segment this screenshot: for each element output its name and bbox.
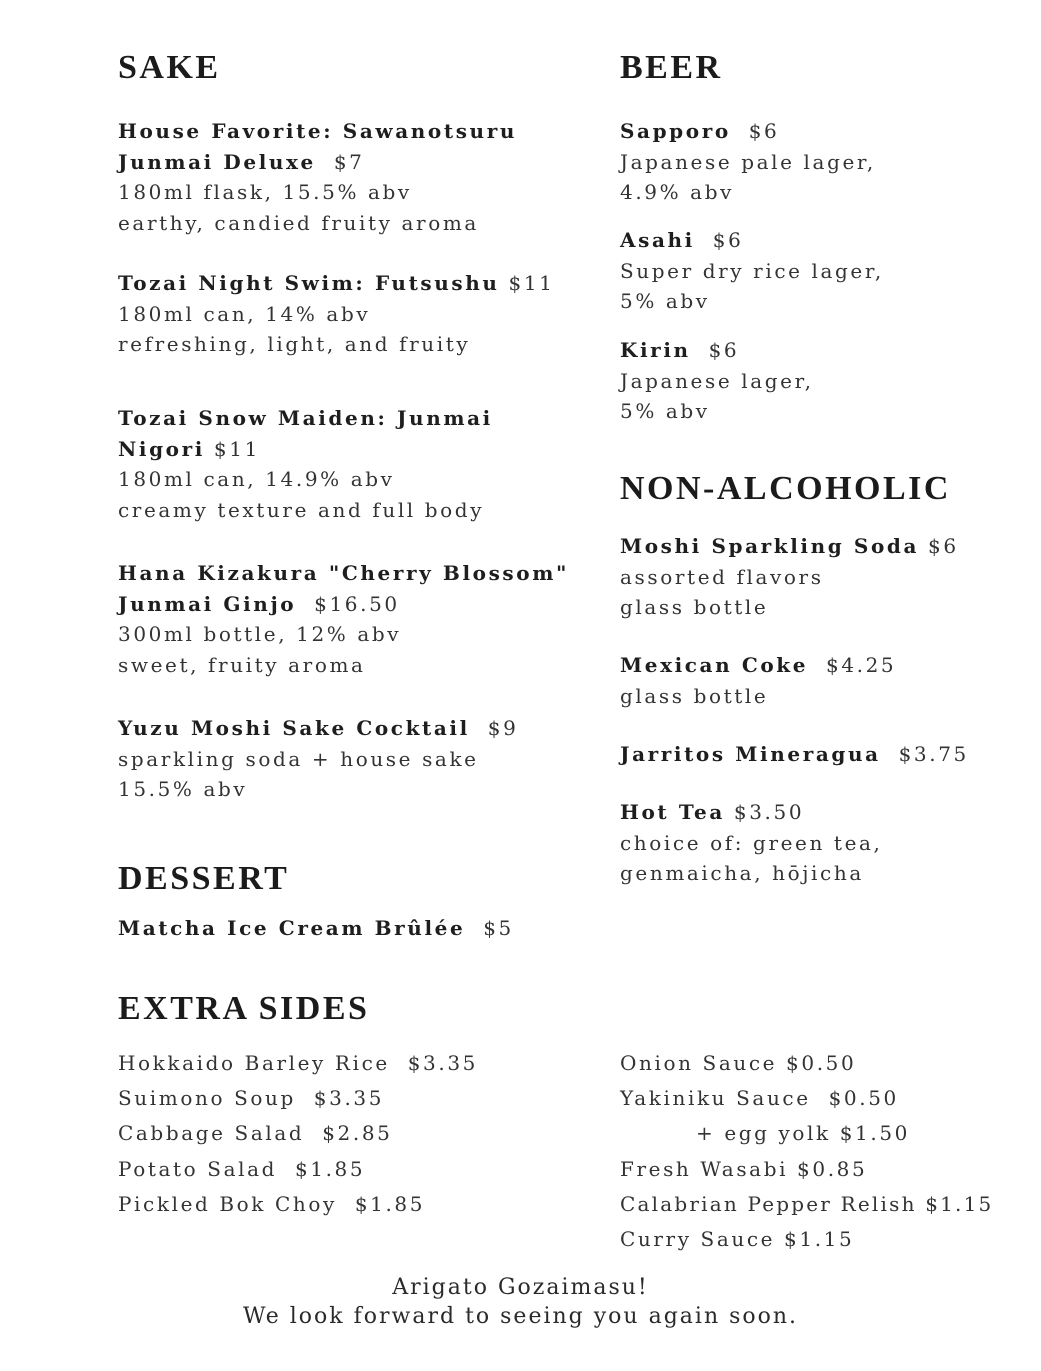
item-price: $4.25 [826, 653, 897, 677]
item-name: Nigori [118, 436, 205, 461]
item-name: Junmai Ginjo [118, 591, 297, 616]
side-item-addon: + egg yolk $1.50 [696, 1121, 910, 1146]
non-alcoholic-title: NON-ALCOHOLIC [620, 470, 951, 507]
item-name: Hana Kizakura "Cherry Blossom" [118, 561, 570, 585]
dessert-section [118, 859, 588, 940]
item-price: $6 [712, 228, 744, 252]
extra-sides-section [118, 989, 1018, 1252]
item-description: sweet, fruity aroma [118, 652, 366, 677]
na-item-hot-tea [620, 797, 882, 889]
thank-you-message [0, 1273, 1041, 1331]
item-description: Super dry rice lager, [620, 258, 884, 283]
item-name: Kirin [620, 338, 691, 362]
sake-title: SAKE [118, 49, 221, 86]
beer-item-kirin [620, 335, 814, 427]
footer-line-2: We look forward to seeing you again soon. [242, 1304, 799, 1329]
item-name: Moshi Sparkling Soda [620, 534, 920, 558]
side-item: Hokkaido Barley Rice $3.35 [118, 1051, 478, 1075]
item-price: $11 [508, 271, 555, 295]
item-name: Mexican Coke [620, 653, 809, 677]
item-name: Junmai Deluxe [118, 149, 316, 174]
item-description: 180ml can, 14.9% abv [118, 467, 395, 491]
sake-item-yuzu-cocktail [118, 713, 518, 805]
item-description: 4.9% abv [620, 180, 734, 204]
item-price: $16.50 [314, 591, 400, 616]
item-description: glass bottle [620, 595, 769, 619]
item-description: Japanese pale lager, [620, 149, 876, 174]
item-name: Hot Tea [620, 800, 725, 824]
side-item: Onion Sauce $0.50 [620, 1051, 857, 1075]
item-description: genmaicha, hōjicha [620, 861, 864, 885]
side-item: Potato Salad $1.85 [118, 1156, 366, 1181]
item-description: 5% abv [620, 399, 710, 423]
item-name: Sapporo [620, 119, 731, 143]
item-name: House Favorite: Sawanotsuru [118, 119, 517, 143]
side-item: Pickled Bok Choy $1.85 [118, 1191, 426, 1216]
beer-title: BEER [620, 49, 723, 86]
side-item: Yakiniku Sauce $0.50 [620, 1086, 899, 1111]
item-description: 15.5% abv [118, 777, 248, 801]
sake-item-night-swim [118, 268, 555, 360]
item-name: Tozai Night Swim: Futsushu [118, 271, 500, 295]
item-name: Jarritos Mineragua [620, 742, 881, 766]
item-description: choice of: green tea, [620, 830, 883, 855]
item-description: refreshing, light, and fruity [118, 332, 471, 356]
footer-line-1: Arigato Gozaimasu! [392, 1275, 649, 1300]
sake-section [118, 48, 588, 801]
item-price: $6 [928, 534, 959, 558]
beer-item-asahi [620, 225, 884, 317]
item-price: $3.75 [898, 742, 969, 766]
dessert-title: DESSERT [118, 860, 290, 897]
sake-item-sawanotsuru [118, 116, 517, 238]
na-item-mexican-coke [620, 650, 896, 711]
item-description: assorted flavors [620, 564, 824, 589]
dessert-item-matcha-brulee [118, 913, 514, 944]
item-description: 180ml flask, 15.5% abv [118, 180, 412, 204]
item-name: Asahi [620, 228, 695, 252]
na-item-moshi-soda [620, 531, 959, 623]
item-description: creamy texture and full body [118, 497, 485, 522]
beer-section [620, 48, 1020, 423]
item-price: $5 [483, 916, 514, 940]
extra-sides-right-list [620, 1046, 993, 1257]
beer-item-sapporo [620, 116, 876, 208]
extra-sides-left-list [118, 1046, 478, 1222]
item-price: $9 [487, 716, 519, 740]
item-name: Matcha Ice Cream Brûlée [118, 916, 466, 940]
item-price: $6 [708, 338, 740, 362]
sake-item-hana-kizakura [118, 558, 569, 680]
item-price: $7 [333, 149, 365, 174]
side-item: Calabrian Pepper Relish $1.15 [620, 1191, 994, 1216]
item-description: 300ml bottle, 12% abv [118, 622, 402, 646]
item-price: $11 [213, 436, 260, 461]
side-item: Cabbage Salad $2.85 [118, 1121, 393, 1146]
side-item: Suimono Soup $3.35 [118, 1086, 385, 1111]
sake-item-snow-maiden [118, 403, 493, 525]
side-item: Fresh Wasabi $0.85 [620, 1156, 868, 1181]
item-description: sparkling soda + house sake [118, 746, 479, 771]
item-price: $3.50 [733, 800, 805, 824]
non-alcoholic-section [620, 469, 1020, 885]
item-description: Japanese lager, [620, 368, 814, 393]
item-name: Yuzu Moshi Sake Cocktail [118, 716, 470, 740]
item-description: 180ml can, 14% abv [118, 301, 371, 326]
item-description: glass bottle [620, 683, 769, 708]
item-description: 5% abv [620, 289, 710, 313]
item-description: earthy, candied fruity aroma [118, 210, 479, 235]
item-price: $6 [748, 119, 780, 143]
extra-sides-title: EXTRA SIDES [118, 990, 370, 1027]
item-name: Tozai Snow Maiden: Junmai [118, 406, 493, 430]
side-item: Curry Sauce $1.15 [620, 1227, 855, 1252]
na-item-jarritos [620, 739, 969, 770]
